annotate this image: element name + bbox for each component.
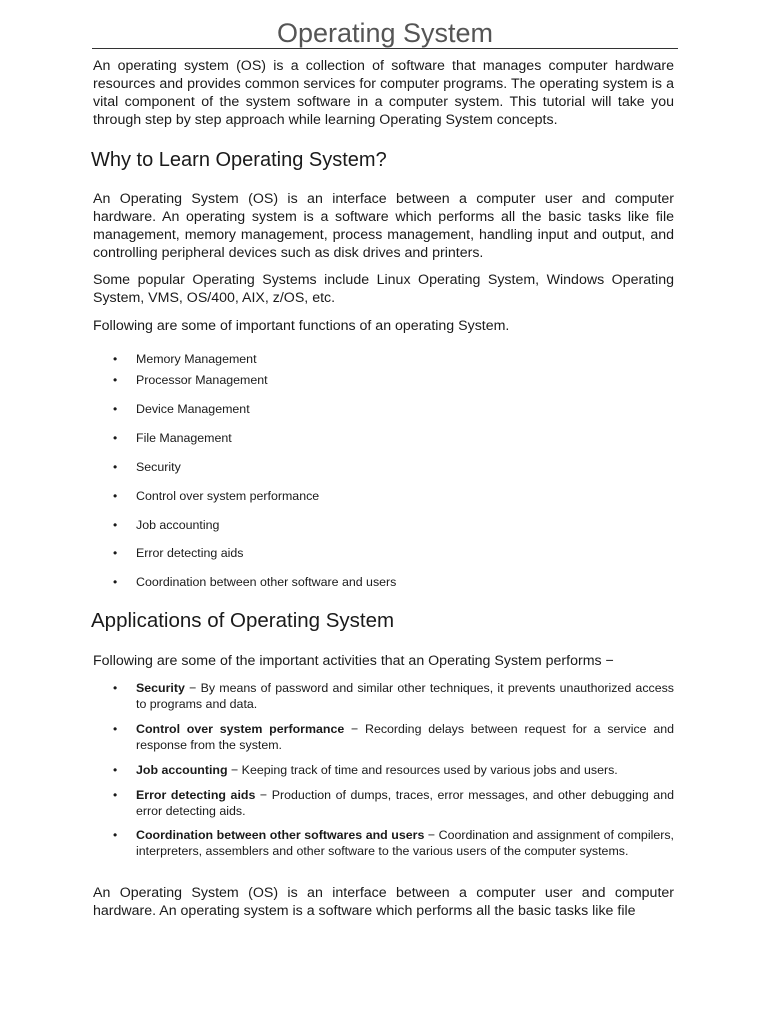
list-item-desc: − Coordination and assignment of compilers, interpreters, assemblers and other software to the various users of the computer systems. (136, 828, 674, 858)
list-item-text (136, 827, 674, 859)
page-title: Operating System (276, 18, 494, 48)
list-item-text (136, 787, 674, 819)
bullet-icon: • (113, 575, 118, 589)
list-item-label: Security (136, 460, 181, 474)
list-item-label: Coordination between other software and users (136, 575, 397, 589)
list-item-text (136, 762, 674, 778)
list-item-term: Job accounting (136, 763, 228, 777)
bullet-icon: • (113, 431, 118, 445)
bullet-icon: • (113, 828, 118, 842)
bullet-icon: • (113, 722, 118, 736)
closing-paragraph: An Operating System (OS) is an interface between a computer user and computer hardware. An operating system is a software which performs all the basic tasks like file (93, 885, 674, 919)
section-heading-why: Why to Learn Operating System? (91, 149, 387, 171)
list-item-label: Control over system performance (136, 489, 320, 503)
bullet-icon: • (113, 546, 118, 560)
why-paragraph-2: Some popular Operating Systems include Linux Operating System, Windows Operating System, VMS, OS/400, AIX, z/OS, etc. (93, 272, 674, 306)
title-divider (92, 48, 678, 49)
list-item-term: Error detecting aids (136, 788, 256, 802)
list-item-label: Memory Management (136, 352, 257, 366)
why-paragraph-1: An Operating System (OS) is an interface between a computer user and computer hardware. An operating system is a software which performs all the basic tasks like file management, memory management, process management, handling input and output, and controlling peripheral devices such as disk drives and printers. (93, 191, 674, 261)
bullet-icon: • (113, 788, 118, 802)
list-item-text (136, 680, 674, 712)
list-item-text (136, 721, 674, 753)
bullet-icon: • (113, 489, 118, 503)
list-item-label: Error detecting aids (136, 546, 244, 560)
bullet-icon: • (113, 681, 118, 695)
list-item-label: Job accounting (136, 518, 220, 532)
list-item-desc: − Keeping track of time and resources used by various jobs and users. (227, 763, 618, 777)
list-item-desc: − Production of dumps, traces, error messages, and other debugging and error detecting aids. (136, 788, 674, 818)
bullet-icon: • (113, 352, 118, 366)
list-item-label: Device Management (136, 402, 250, 416)
list-item-term: Security (136, 681, 185, 695)
bullet-icon: • (113, 763, 118, 777)
list-item-desc: − By means of password and similar other techniques, it prevents unauthorized access to programs and data. (136, 681, 674, 711)
why-paragraph-3: Following are some of important functions of an operating System. (93, 318, 510, 334)
intro-paragraph: An operating system (OS) is a collection of software that manages computer hardware resources and provides common services for computer programs. The operating system is a vital component of the system software in a computer system. This tutorial will take you through step by step approach while learning Operating System concepts. (93, 58, 674, 128)
bullet-icon: • (113, 460, 118, 474)
list-item-term: Coordination between other softwares and users (136, 828, 425, 842)
applications-lead: Following are some of the important activities that an Operating System performs − (93, 653, 614, 669)
list-item-label: File Management (136, 431, 232, 445)
list-item-label: Processor Management (136, 373, 268, 387)
list-item-desc: − Recording delays between request for a service and response from the system. (136, 722, 674, 752)
bullet-icon: • (113, 518, 118, 532)
bullet-icon: • (113, 402, 118, 416)
section-heading-applications: Applications of Operating System (91, 609, 395, 632)
list-item-term: Control over system performance (136, 722, 345, 736)
bullet-icon: • (113, 373, 118, 387)
